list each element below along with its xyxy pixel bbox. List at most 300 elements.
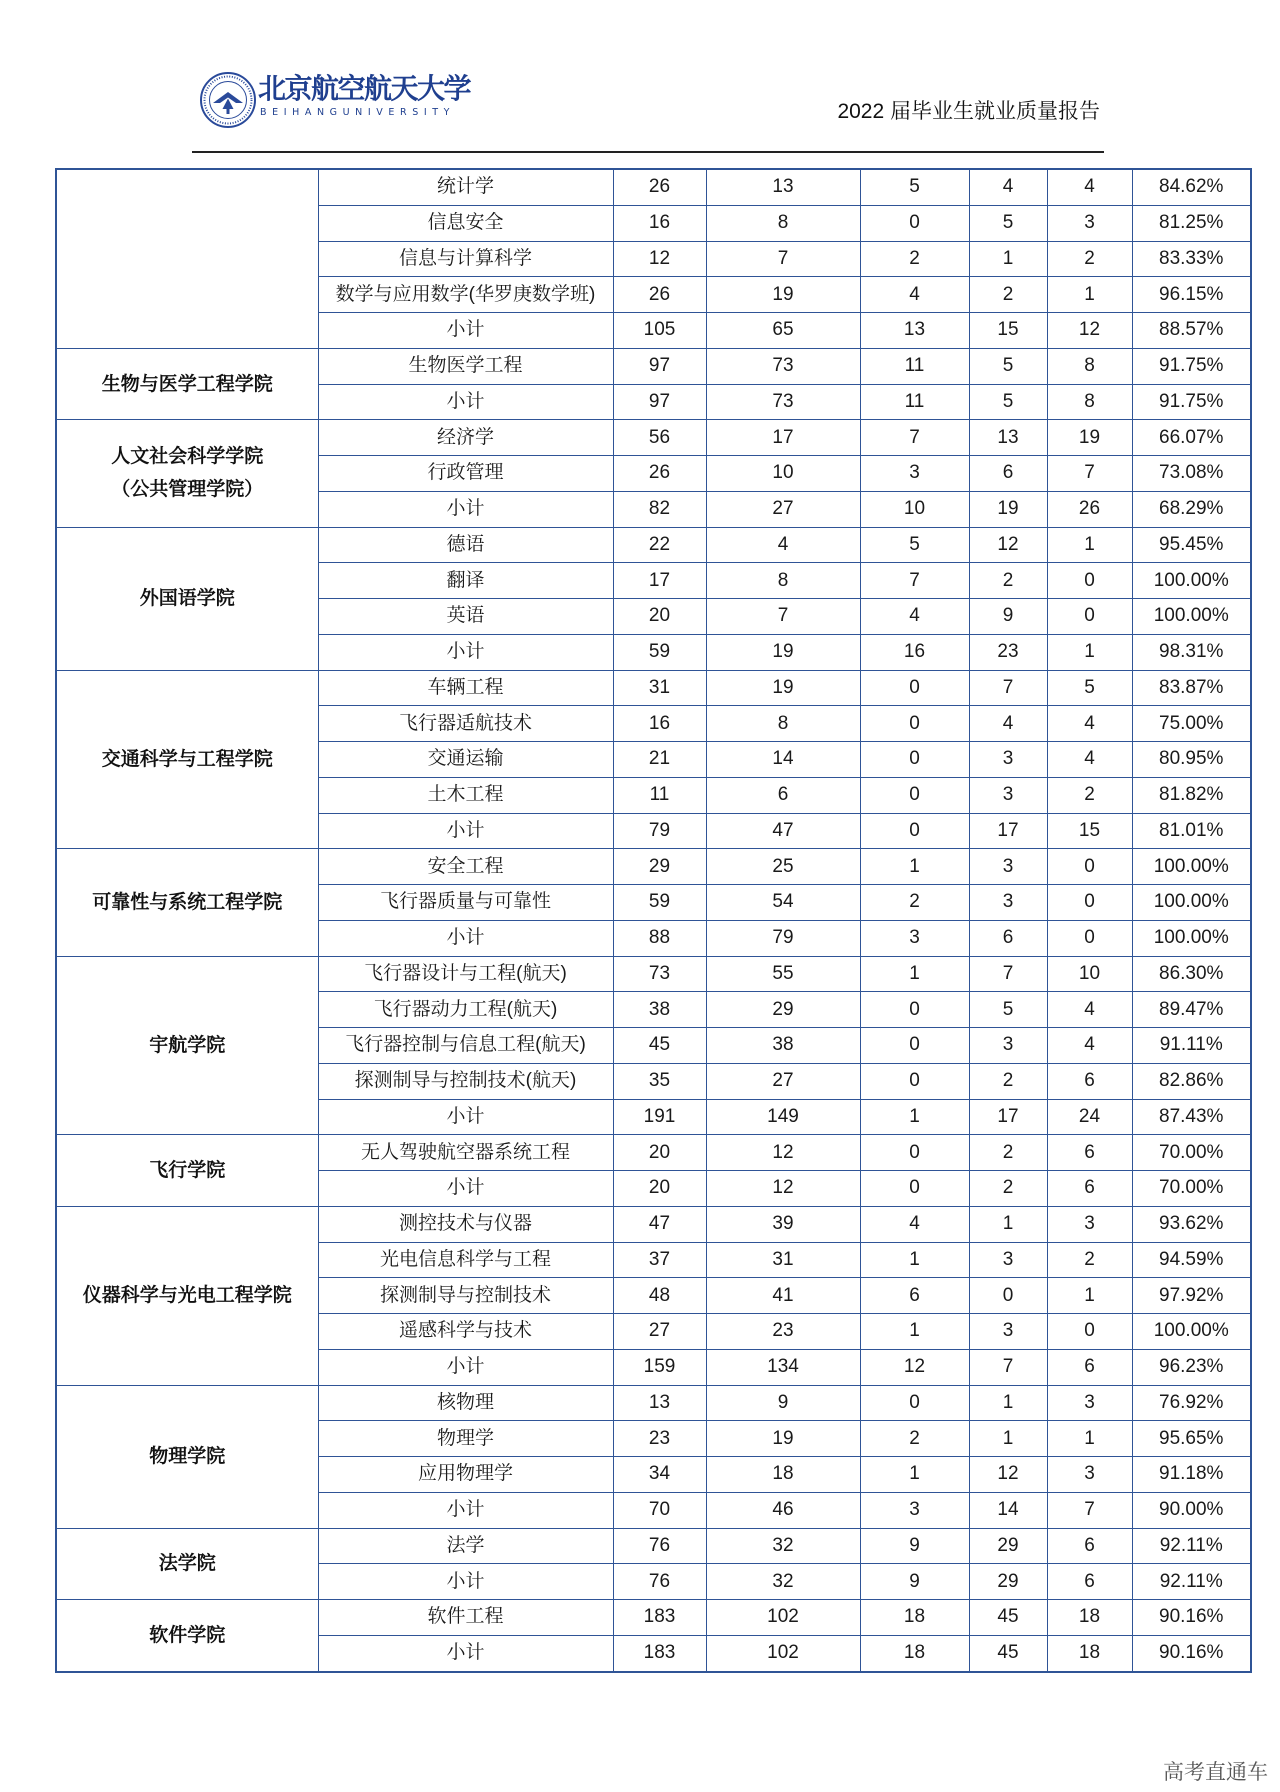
rate-cell: 70.00%: [1132, 1135, 1251, 1171]
major-name-cell: 探测制导与控制技术: [318, 1278, 613, 1314]
count-cell: 0: [1047, 1314, 1132, 1350]
table-row: [56, 1385, 1251, 1421]
count-cell: 7: [969, 1349, 1047, 1385]
count-cell: 29: [706, 992, 860, 1028]
count-cell: 82: [613, 491, 706, 527]
count-cell: 27: [706, 491, 860, 527]
count-cell: 19: [1047, 420, 1132, 456]
count-cell: 9: [969, 599, 1047, 635]
count-cell: 0: [1047, 599, 1132, 635]
rate-cell: 81.25%: [1132, 205, 1251, 241]
count-cell: 26: [613, 277, 706, 313]
count-cell: 0: [860, 1028, 969, 1064]
count-cell: 3: [969, 1242, 1047, 1278]
rate-cell: 91.11%: [1132, 1028, 1251, 1064]
count-cell: 27: [706, 1063, 860, 1099]
table-row: [56, 420, 1251, 456]
count-cell: 31: [706, 1242, 860, 1278]
subtotal-label-cell: 小计: [318, 1564, 613, 1600]
count-cell: 2: [969, 563, 1047, 599]
count-cell: 48: [613, 1278, 706, 1314]
count-cell: 47: [706, 813, 860, 849]
count-cell: 38: [706, 1028, 860, 1064]
count-cell: 76: [613, 1564, 706, 1600]
count-cell: 25: [706, 849, 860, 885]
rate-cell: 75.00%: [1132, 706, 1251, 742]
count-cell: 183: [613, 1600, 706, 1636]
count-cell: 0: [1047, 885, 1132, 921]
count-cell: 4: [1047, 1028, 1132, 1064]
count-cell: 0: [860, 706, 969, 742]
count-cell: 15: [1047, 813, 1132, 849]
rate-cell: 70.00%: [1132, 1171, 1251, 1207]
count-cell: 59: [613, 885, 706, 921]
report-title: 2022 届毕业生就业质量报告: [837, 100, 1100, 123]
rate-cell: 84.62%: [1132, 169, 1251, 205]
count-cell: 2: [969, 1063, 1047, 1099]
count-cell: 2: [1047, 1242, 1132, 1278]
count-cell: 1: [860, 1242, 969, 1278]
subtotal-label-cell: 小计: [318, 384, 613, 420]
major-name-cell: 经济学: [318, 420, 613, 456]
count-cell: 7: [860, 420, 969, 456]
count-cell: 7: [1047, 456, 1132, 492]
subtotal-label-cell: 小计: [318, 634, 613, 670]
major-name-cell: 遥感科学与技术: [318, 1314, 613, 1350]
college-cell: [56, 1385, 318, 1528]
count-cell: 1: [860, 1314, 969, 1350]
count-cell: 0: [860, 1063, 969, 1099]
count-cell: 56: [613, 420, 706, 456]
count-cell: 32: [706, 1528, 860, 1564]
rate-cell: 68.29%: [1132, 491, 1251, 527]
count-cell: 54: [706, 885, 860, 921]
count-cell: 10: [860, 491, 969, 527]
subtotal-label-cell: 小计: [318, 491, 613, 527]
rate-cell: 88.57%: [1132, 313, 1251, 349]
university-seal-icon: [199, 71, 257, 129]
college-cell: [56, 1600, 318, 1672]
count-cell: 1: [1047, 634, 1132, 670]
count-cell: 6: [1047, 1063, 1132, 1099]
count-cell: 1: [969, 1421, 1047, 1457]
count-cell: 6: [860, 1278, 969, 1314]
count-cell: 4: [969, 706, 1047, 742]
count-cell: 9: [860, 1528, 969, 1564]
count-cell: 6: [969, 920, 1047, 956]
count-cell: 6: [1047, 1349, 1132, 1385]
count-cell: 7: [969, 670, 1047, 706]
count-cell: 45: [969, 1635, 1047, 1671]
count-cell: 2: [860, 241, 969, 277]
count-cell: 0: [1047, 563, 1132, 599]
count-cell: 12: [969, 1457, 1047, 1493]
college-cell: [56, 420, 318, 527]
count-cell: 3: [969, 777, 1047, 813]
employment-table: [55, 168, 1252, 1673]
count-cell: 4: [706, 527, 860, 563]
table-row: [56, 1206, 1251, 1242]
rate-cell: 87.43%: [1132, 1099, 1251, 1135]
rate-cell: 100.00%: [1132, 920, 1251, 956]
count-cell: 18: [860, 1600, 969, 1636]
count-cell: 34: [613, 1457, 706, 1493]
major-name-cell: 生物医学工程: [318, 348, 613, 384]
count-cell: 8: [706, 706, 860, 742]
rate-cell: 95.45%: [1132, 527, 1251, 563]
count-cell: 2: [1047, 777, 1132, 813]
college-name-line: 可靠性与系统工程学院: [92, 891, 283, 913]
count-cell: 16: [613, 205, 706, 241]
count-cell: 13: [613, 1385, 706, 1421]
count-cell: 29: [969, 1528, 1047, 1564]
count-cell: 1: [860, 1099, 969, 1135]
university-name-en: BEIHANGUNIVERSITY: [260, 107, 456, 118]
major-name-cell: 英语: [318, 599, 613, 635]
count-cell: 35: [613, 1063, 706, 1099]
count-cell: 13: [969, 420, 1047, 456]
major-name-cell: 交通运输: [318, 742, 613, 778]
count-cell: 2: [1047, 241, 1132, 277]
count-cell: 3: [969, 1028, 1047, 1064]
count-cell: 27: [613, 1314, 706, 1350]
major-name-cell: 无人驾驶航空器系统工程: [318, 1135, 613, 1171]
major-name-cell: 安全工程: [318, 849, 613, 885]
college-cell: [56, 670, 318, 849]
count-cell: 4: [1047, 742, 1132, 778]
count-cell: 73: [706, 384, 860, 420]
count-cell: 0: [860, 670, 969, 706]
count-cell: 13: [706, 169, 860, 205]
university-name-cn: 北京航空航天大学: [258, 72, 471, 105]
count-cell: 23: [969, 634, 1047, 670]
major-name-cell: 数学与应用数学(华罗庚数学班): [318, 277, 613, 313]
count-cell: 29: [613, 849, 706, 885]
count-cell: 79: [613, 813, 706, 849]
count-cell: 1: [1047, 527, 1132, 563]
count-cell: 18: [1047, 1635, 1132, 1671]
count-cell: 47: [613, 1206, 706, 1242]
table-row: [56, 1135, 1251, 1171]
count-cell: 3: [969, 885, 1047, 921]
rate-cell: 91.75%: [1132, 384, 1251, 420]
subtotal-label-cell: 小计: [318, 313, 613, 349]
count-cell: 3: [1047, 1457, 1132, 1493]
count-cell: 102: [706, 1635, 860, 1671]
count-cell: 7: [1047, 1492, 1132, 1528]
subtotal-label-cell: 小计: [318, 1171, 613, 1207]
count-cell: 9: [860, 1564, 969, 1600]
count-cell: 5: [969, 205, 1047, 241]
major-name-cell: 飞行器控制与信息工程(航天): [318, 1028, 613, 1064]
count-cell: 79: [706, 920, 860, 956]
subtotal-label-cell: 小计: [318, 813, 613, 849]
count-cell: 6: [1047, 1135, 1132, 1171]
table-row: [56, 348, 1251, 384]
major-name-cell: 土木工程: [318, 777, 613, 813]
count-cell: 13: [860, 313, 969, 349]
college-name-line: 人文社会科学学院: [111, 446, 264, 468]
count-cell: 23: [706, 1314, 860, 1350]
major-name-cell: 核物理: [318, 1385, 613, 1421]
count-cell: 97: [613, 348, 706, 384]
count-cell: 41: [706, 1278, 860, 1314]
count-cell: 1: [860, 956, 969, 992]
college-name-line: 法学院: [158, 1553, 216, 1575]
rate-cell: 96.15%: [1132, 277, 1251, 313]
count-cell: 3: [860, 1492, 969, 1528]
count-cell: 149: [706, 1099, 860, 1135]
count-cell: 5: [969, 992, 1047, 1028]
count-cell: 3: [1047, 1206, 1132, 1242]
rate-cell: 86.30%: [1132, 956, 1251, 992]
count-cell: 24: [1047, 1099, 1132, 1135]
count-cell: 0: [860, 992, 969, 1028]
rate-cell: 94.59%: [1132, 1242, 1251, 1278]
subtotal-label-cell: 小计: [318, 1349, 613, 1385]
count-cell: 31: [613, 670, 706, 706]
rate-cell: 92.11%: [1132, 1564, 1251, 1600]
count-cell: 17: [969, 1099, 1047, 1135]
count-cell: 0: [860, 1135, 969, 1171]
table-row: [56, 1600, 1251, 1636]
college-name-line: 外国语学院: [139, 588, 235, 609]
major-name-cell: 飞行器设计与工程(航天): [318, 956, 613, 992]
count-cell: 15: [969, 313, 1047, 349]
major-name-cell: 软件工程: [318, 1600, 613, 1636]
count-cell: 65: [706, 313, 860, 349]
rate-cell: 100.00%: [1132, 849, 1251, 885]
count-cell: 6: [1047, 1528, 1132, 1564]
count-cell: 16: [860, 634, 969, 670]
count-cell: 73: [613, 956, 706, 992]
rate-cell: 66.07%: [1132, 420, 1251, 456]
rate-cell: 89.47%: [1132, 992, 1251, 1028]
count-cell: 59: [613, 634, 706, 670]
count-cell: 45: [613, 1028, 706, 1064]
subtotal-label-cell: 小计: [318, 1492, 613, 1528]
major-name-cell: 光电信息科学与工程: [318, 1242, 613, 1278]
table-row: [56, 849, 1251, 885]
college-cell: [56, 1528, 318, 1600]
count-cell: 5: [860, 527, 969, 563]
count-cell: 39: [706, 1206, 860, 1242]
count-cell: 19: [706, 670, 860, 706]
count-cell: 26: [1047, 491, 1132, 527]
rate-cell: 83.87%: [1132, 670, 1251, 706]
count-cell: 1: [860, 849, 969, 885]
count-cell: 7: [969, 956, 1047, 992]
count-cell: 5: [969, 348, 1047, 384]
college-cell: [56, 527, 318, 670]
major-name-cell: 物理学: [318, 1421, 613, 1457]
count-cell: 20: [613, 599, 706, 635]
count-cell: 4: [860, 1206, 969, 1242]
major-name-cell: 翻译: [318, 563, 613, 599]
college-name-line: 物理学院: [149, 1446, 226, 1467]
count-cell: 8: [1047, 384, 1132, 420]
rate-cell: 81.82%: [1132, 777, 1251, 813]
header-divider: [192, 151, 1104, 153]
count-cell: 6: [1047, 1564, 1132, 1600]
major-name-cell: 测控技术与仪器: [318, 1206, 613, 1242]
count-cell: 12: [969, 527, 1047, 563]
rate-cell: 91.75%: [1132, 348, 1251, 384]
count-cell: 6: [1047, 1171, 1132, 1207]
count-cell: 0: [860, 813, 969, 849]
rate-cell: 90.16%: [1132, 1635, 1251, 1671]
count-cell: 10: [1047, 956, 1132, 992]
count-cell: 70: [613, 1492, 706, 1528]
count-cell: 0: [860, 742, 969, 778]
count-cell: 6: [969, 456, 1047, 492]
rate-cell: 97.92%: [1132, 1278, 1251, 1314]
count-cell: 37: [613, 1242, 706, 1278]
table-row: [56, 1528, 1251, 1564]
count-cell: 7: [860, 563, 969, 599]
college-cell: [56, 1135, 318, 1207]
rate-cell: 95.65%: [1132, 1421, 1251, 1457]
table-row: [56, 670, 1251, 706]
count-cell: 7: [706, 599, 860, 635]
count-cell: 1: [1047, 1421, 1132, 1457]
count-cell: 191: [613, 1099, 706, 1135]
count-cell: 3: [1047, 1385, 1132, 1421]
count-cell: 4: [969, 169, 1047, 205]
count-cell: 1: [1047, 277, 1132, 313]
count-cell: 4: [860, 599, 969, 635]
rate-cell: 98.31%: [1132, 634, 1251, 670]
college-cell: [56, 1206, 318, 1385]
major-name-cell: 飞行器适航技术: [318, 706, 613, 742]
count-cell: 0: [860, 205, 969, 241]
count-cell: 1: [1047, 1278, 1132, 1314]
count-cell: 18: [706, 1457, 860, 1493]
college-name-line: 生物与医学工程学院: [101, 373, 273, 395]
college-name-line: （公共管理学院）: [111, 479, 264, 501]
count-cell: 11: [613, 777, 706, 813]
count-cell: 19: [969, 491, 1047, 527]
count-cell: 45: [969, 1600, 1047, 1636]
count-cell: 5: [1047, 670, 1132, 706]
rate-cell: 100.00%: [1132, 1314, 1251, 1350]
count-cell: 3: [969, 742, 1047, 778]
rate-cell: 96.23%: [1132, 1349, 1251, 1385]
count-cell: 12: [860, 1349, 969, 1385]
rate-cell: 100.00%: [1132, 885, 1251, 921]
count-cell: 19: [706, 277, 860, 313]
count-cell: 20: [613, 1135, 706, 1171]
count-cell: 8: [706, 563, 860, 599]
college-name-line: 仪器科学与光电工程学院: [82, 1285, 292, 1307]
major-name-cell: 信息与计算科学: [318, 241, 613, 277]
count-cell: 97: [613, 384, 706, 420]
count-cell: 4: [1047, 169, 1132, 205]
count-cell: 12: [1047, 313, 1132, 349]
subtotal-label-cell: 小计: [318, 1635, 613, 1671]
count-cell: 16: [613, 706, 706, 742]
employment-table-body: [56, 169, 1251, 1672]
count-cell: 19: [706, 634, 860, 670]
count-cell: 4: [860, 277, 969, 313]
count-cell: 0: [1047, 849, 1132, 885]
count-cell: 5: [860, 169, 969, 205]
major-name-cell: 车辆工程: [318, 670, 613, 706]
college-name-line: 飞行学院: [149, 1160, 226, 1181]
rate-cell: 90.16%: [1132, 1600, 1251, 1636]
count-cell: 55: [706, 956, 860, 992]
count-cell: 73: [706, 348, 860, 384]
count-cell: 4: [1047, 992, 1132, 1028]
rate-cell: 82.86%: [1132, 1063, 1251, 1099]
count-cell: 12: [706, 1171, 860, 1207]
count-cell: 6: [706, 777, 860, 813]
table-row: [56, 956, 1251, 992]
count-cell: 9: [706, 1385, 860, 1421]
count-cell: 22: [613, 527, 706, 563]
count-cell: 17: [613, 563, 706, 599]
count-cell: 18: [860, 1635, 969, 1671]
count-cell: 11: [860, 348, 969, 384]
major-name-cell: 探测制导与控制技术(航天): [318, 1063, 613, 1099]
major-name-cell: 法学: [318, 1528, 613, 1564]
college-name-line: 软件学院: [149, 1624, 226, 1646]
subtotal-label-cell: 小计: [318, 920, 613, 956]
major-name-cell: 行政管理: [318, 456, 613, 492]
college-name-line: 宇航学院: [149, 1034, 226, 1056]
count-cell: 0: [860, 1171, 969, 1207]
count-cell: 0: [860, 1385, 969, 1421]
count-cell: 2: [969, 1171, 1047, 1207]
count-cell: 11: [860, 384, 969, 420]
count-cell: 10: [706, 456, 860, 492]
count-cell: 14: [969, 1492, 1047, 1528]
count-cell: 23: [613, 1421, 706, 1457]
table-row: [56, 527, 1251, 563]
count-cell: 46: [706, 1492, 860, 1528]
count-cell: 0: [969, 1278, 1047, 1314]
count-cell: 1: [969, 241, 1047, 277]
count-cell: 3: [969, 849, 1047, 885]
count-cell: 8: [706, 205, 860, 241]
count-cell: 8: [1047, 348, 1132, 384]
count-cell: 3: [1047, 205, 1132, 241]
count-cell: 32: [706, 1564, 860, 1600]
watermark: 高考直通车: [1163, 1761, 1268, 1784]
count-cell: 14: [706, 742, 860, 778]
count-cell: 0: [1047, 920, 1132, 956]
count-cell: 0: [860, 777, 969, 813]
rate-cell: 91.18%: [1132, 1457, 1251, 1493]
count-cell: 18: [1047, 1600, 1132, 1636]
college-cell: [56, 169, 318, 348]
count-cell: 134: [706, 1349, 860, 1385]
college-name-line: 交通科学与工程学院: [101, 748, 273, 770]
college-cell: [56, 348, 318, 420]
count-cell: 105: [613, 313, 706, 349]
major-name-cell: 飞行器动力工程(航天): [318, 992, 613, 1028]
major-name-cell: 飞行器质量与可靠性: [318, 885, 613, 921]
count-cell: 1: [969, 1206, 1047, 1242]
count-cell: 1: [969, 1385, 1047, 1421]
rate-cell: 90.00%: [1132, 1492, 1251, 1528]
rate-cell: 100.00%: [1132, 563, 1251, 599]
count-cell: 19: [706, 1421, 860, 1457]
count-cell: 7: [706, 241, 860, 277]
count-cell: 2: [969, 277, 1047, 313]
rate-cell: 73.08%: [1132, 456, 1251, 492]
count-cell: 29: [969, 1564, 1047, 1600]
